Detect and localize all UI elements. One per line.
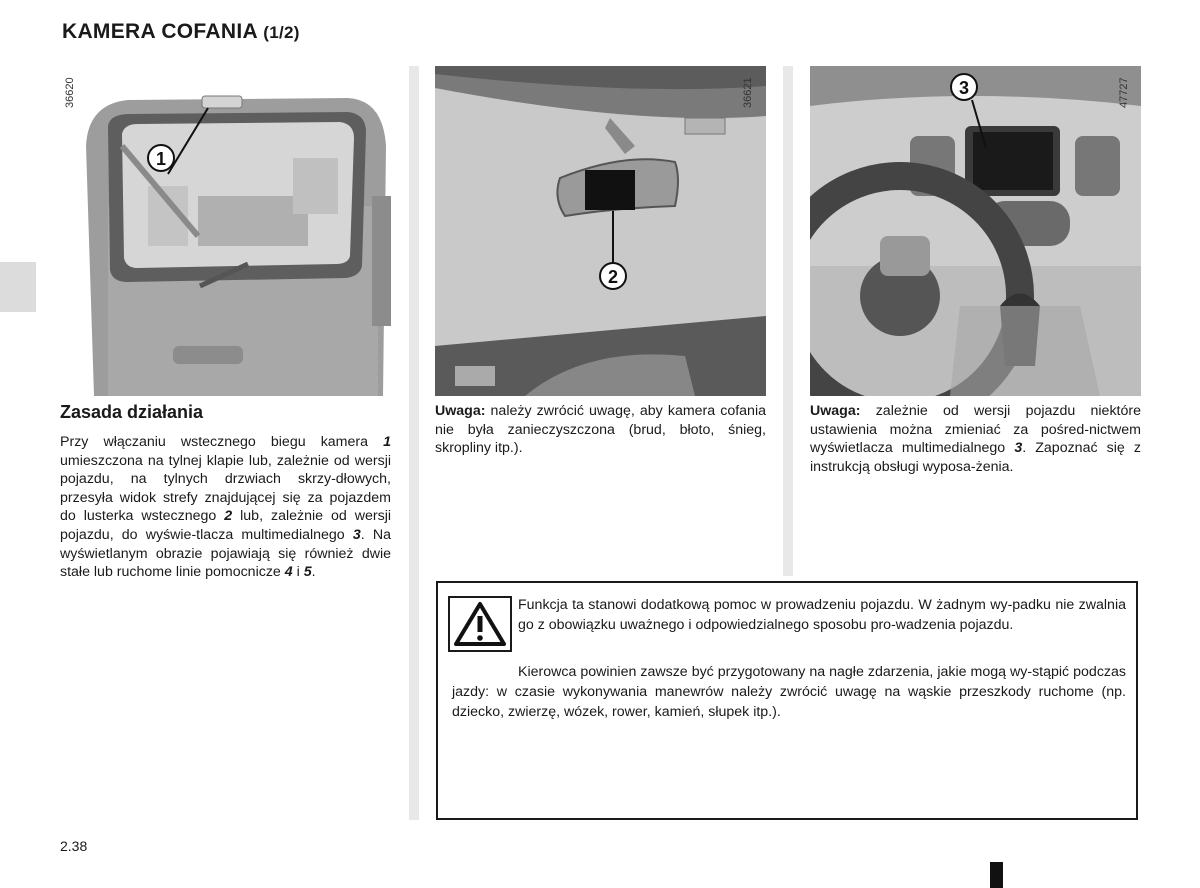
note-text: należy zwrócić uwagę, aby kamera cofania nie była zanieczyszczona (brud, błoto, śnieg, skropliny itp.). bbox=[435, 403, 766, 457]
dashboard-illustration bbox=[810, 66, 1141, 396]
ref-display: 3 bbox=[1014, 440, 1023, 457]
figure-code-1: 36620 bbox=[64, 77, 76, 108]
ref-mirror: 2 bbox=[224, 508, 233, 525]
column-divider-left bbox=[409, 66, 419, 820]
ref-camera: 1 bbox=[383, 434, 391, 450]
section-heading: Zasada działania bbox=[60, 402, 204, 422]
callout-1: 1 bbox=[155, 149, 167, 169]
page-title bbox=[62, 20, 300, 44]
page-marker bbox=[990, 862, 1003, 888]
para-text: i bbox=[292, 564, 304, 581]
para-text: lub, zależnie od wersji pojazdu, do wyświe-tlacza multimedialnego bbox=[60, 508, 391, 543]
note-label: Uwaga: bbox=[435, 403, 486, 419]
title-main: KAMERA COFANIA bbox=[62, 20, 258, 43]
chapter-tab bbox=[0, 262, 36, 312]
warning-triangle-icon bbox=[448, 596, 512, 652]
page-number: 2.38 bbox=[60, 838, 88, 854]
warning-box bbox=[436, 581, 1138, 820]
warning-paragraph-1: Funkcja ta stanowi dodatkową pomoc w prowadzeniu pojazdu. W żadnym wy-padku nie zwalnia go z obowiązku uważnego i odpowiedzialnego sposobu pro-wadzenia pojazdu. bbox=[518, 597, 1126, 633]
callout-3: 3 bbox=[958, 78, 970, 98]
note-display bbox=[810, 402, 1141, 476]
column-divider-right bbox=[783, 66, 793, 576]
para-text: . bbox=[311, 564, 316, 581]
note-text: . Zapoznać się z instrukcją obsługi wyposa-żenia. bbox=[810, 440, 1141, 475]
ref-line-5: 5 bbox=[303, 564, 312, 581]
para-text: . Na wyświetlanym obrazie pojawiają się również dwie stałe lub ruchome linie pomocnicze bbox=[60, 526, 391, 581]
figure-code-3: 47727 bbox=[1118, 77, 1130, 108]
warning-paragraph-2: Kierowca powinien zawsze być przygotowany na nagłe zdarzenia, jakie mogą wy-stąpić podczas jazdy: w czasie wykonywania manewrów należy zwrócić uwagę na wąskie przeszkody ruchome (np. dziecko, zwierzę, wózek, rower, kamień, słupek itp.). bbox=[452, 664, 1126, 720]
figure-code-2: 36621 bbox=[742, 77, 754, 108]
section-paragraph bbox=[60, 433, 391, 582]
rear-door-illustration bbox=[78, 86, 391, 396]
note-text: zależnie od wersji pojazdu niektóre ustawienia można zmieniać za pośred-nictwem wyświetlacza multimedialnego bbox=[810, 403, 1141, 457]
para-text: umieszczona na tylnej klapie lub, zależnie od wersji pojazdu, na tylnych drzwiach skrzy-dłowych, przesyła widok strefy znajdującej się za pojazdem do lusterka wstecznego bbox=[60, 452, 391, 525]
callout-2: 2 bbox=[607, 267, 619, 287]
mirror-illustration bbox=[435, 66, 766, 396]
para-text: Przy włączaniu wstecznego biegu kamera bbox=[60, 434, 384, 450]
ref-line-4: 4 bbox=[284, 564, 293, 581]
title-sub: (1/2) bbox=[263, 23, 300, 42]
note-mirror bbox=[435, 402, 766, 458]
note-label: Uwaga: bbox=[810, 403, 861, 419]
ref-display: 3 bbox=[352, 526, 361, 543]
